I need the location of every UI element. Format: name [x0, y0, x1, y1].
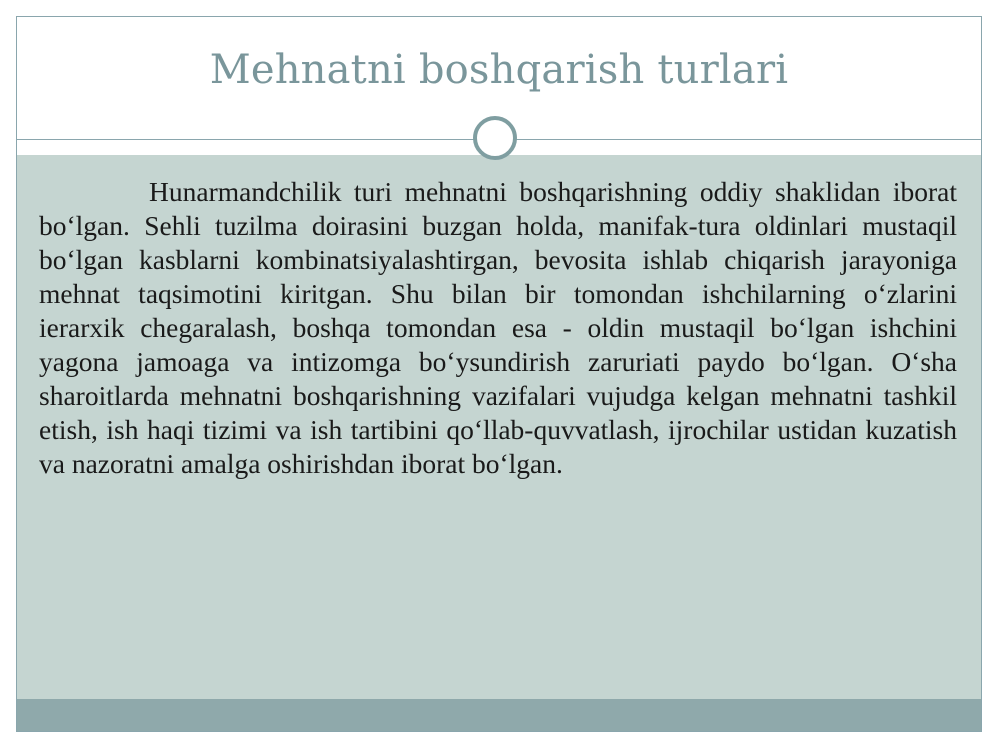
- slide-body-text: Hunarmandchilik turi mehnatni boshqarishning oddiy shaklidan iborat bo‘lgan. Sehli tuzilma doirasini buzgan holda, manifak-tura oldinlari mustaqil bo‘lgan kasblarni kombinatsiyalashtirgan, bevosita ishlab chiqarish jarayoniga mehnat taqsimotini kiritgan. Shu bilan bir tomondan ishchilarning o‘zlarini ierarxik chegaralash, boshqa tomondan esa - oldin mustaqil bo‘lgan ishchini yagona jamoaga va intizomga bo‘ysundirish zaruriati paydo bo‘lgan. O‘sha sharoitlarda mehnatni boshqarishning vazifalari vujudga kelgan mehnatni tashkil etish, ish haqi tizimi va ish tartibini qo‘llab-quvvatlash, ijrochilar ustidan kuzatish va nazoratni amalga oshirishdan iborat bo‘lgan.: [39, 176, 957, 479]
- circle-ornament-icon: [473, 116, 517, 160]
- slide-title: Mehnatni boshqarish turlari: [209, 47, 789, 93]
- footer-bar: [17, 699, 981, 732]
- slide-frame: [16, 16, 982, 732]
